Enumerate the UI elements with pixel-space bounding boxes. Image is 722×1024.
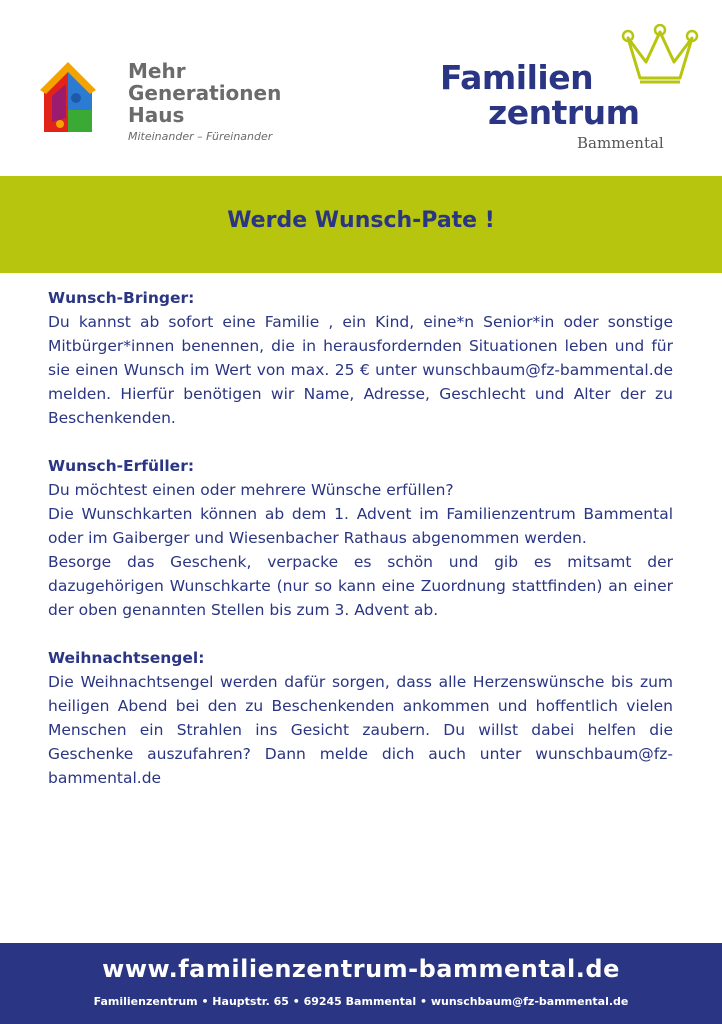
fz-logo-word2: zentrum [488, 93, 640, 132]
footer [0, 943, 722, 1024]
section-heading: Weihnachtsengel: [48, 649, 205, 667]
section-paragraph: Die Wunschkarten können ab dem 1. Advent im Familienzentrum Bammental oder im Gaiberger und Wiesenbacher Rathaus abgenommen werden. [48, 505, 673, 547]
mgh-line1: Mehr [128, 59, 186, 83]
crown-icon [618, 24, 700, 92]
section-paragraph: Du möchtest einen oder mehrere Wünsche erfüllen? [48, 481, 454, 499]
mgh-line2: Generationen [128, 81, 282, 105]
section-heading: Wunsch-Erfüller: [48, 457, 195, 475]
house-puzzle-icon [38, 58, 108, 138]
section-heading: Wunsch-Bringer: [48, 289, 195, 307]
section-paragraph: Besorge das Geschenk, verpacke es schön und gib es mitsamt der dazugehörigen Wunschkarte (nur so kann eine Zuordnung stattfinden) an einer der oben genannten Stellen bis zum 3. Advent ab. [48, 553, 673, 619]
fz-logo-word1: Familien [440, 58, 594, 97]
header [0, 0, 722, 176]
page-title: Werde Wunsch-Pate ! [227, 208, 495, 233]
mgh-tagline: Miteinander – Füreinander [128, 130, 273, 143]
section-paragraph: Die Weihnachtsengel werden dafür sorgen, dass alle Herzenswünsche bis zum heiligen Abend bei den zu Beschenkenden ankommen und hoffentlich vielen Menschen ein Strahlen ins Gesicht zaubern. Du willst dabei helfen die Geschenke auszufahren? Dann melde dich auch unter wunschbaum@fz-bammental.de [48, 673, 673, 787]
section-weihnachtsengel [48, 646, 673, 790]
section-wunsch-bringer [48, 286, 673, 430]
footer-address: Familienzentrum • Hauptstr. 65 • 69245 Bammental • wunschbaum@fz-bammental.de [93, 995, 629, 1008]
mgh-line3: Haus [128, 103, 185, 127]
footer-website-link[interactable]: www.familienzentrum-bammental.de [102, 955, 620, 983]
mgh-logo-text [128, 60, 281, 143]
title-banner [0, 176, 722, 273]
fz-logo-word3: Bammental [577, 134, 664, 152]
section-paragraph: Du kannst ab sofort eine Familie , ein Kind, eine*n Senior*in oder sonstige Mitbürger*innen benennen, die in herausfordernden Situationen leben und für sie einen Wunsch im Wert von max. 25 € unter wunschbaum@fz-bammental.de melden. Hierfür benötigen wir Name, Adresse, Geschlecht und Alter der zu Beschenkenden. [48, 313, 673, 427]
section-wunsch-erfueller [48, 454, 673, 622]
main-content [48, 286, 673, 814]
